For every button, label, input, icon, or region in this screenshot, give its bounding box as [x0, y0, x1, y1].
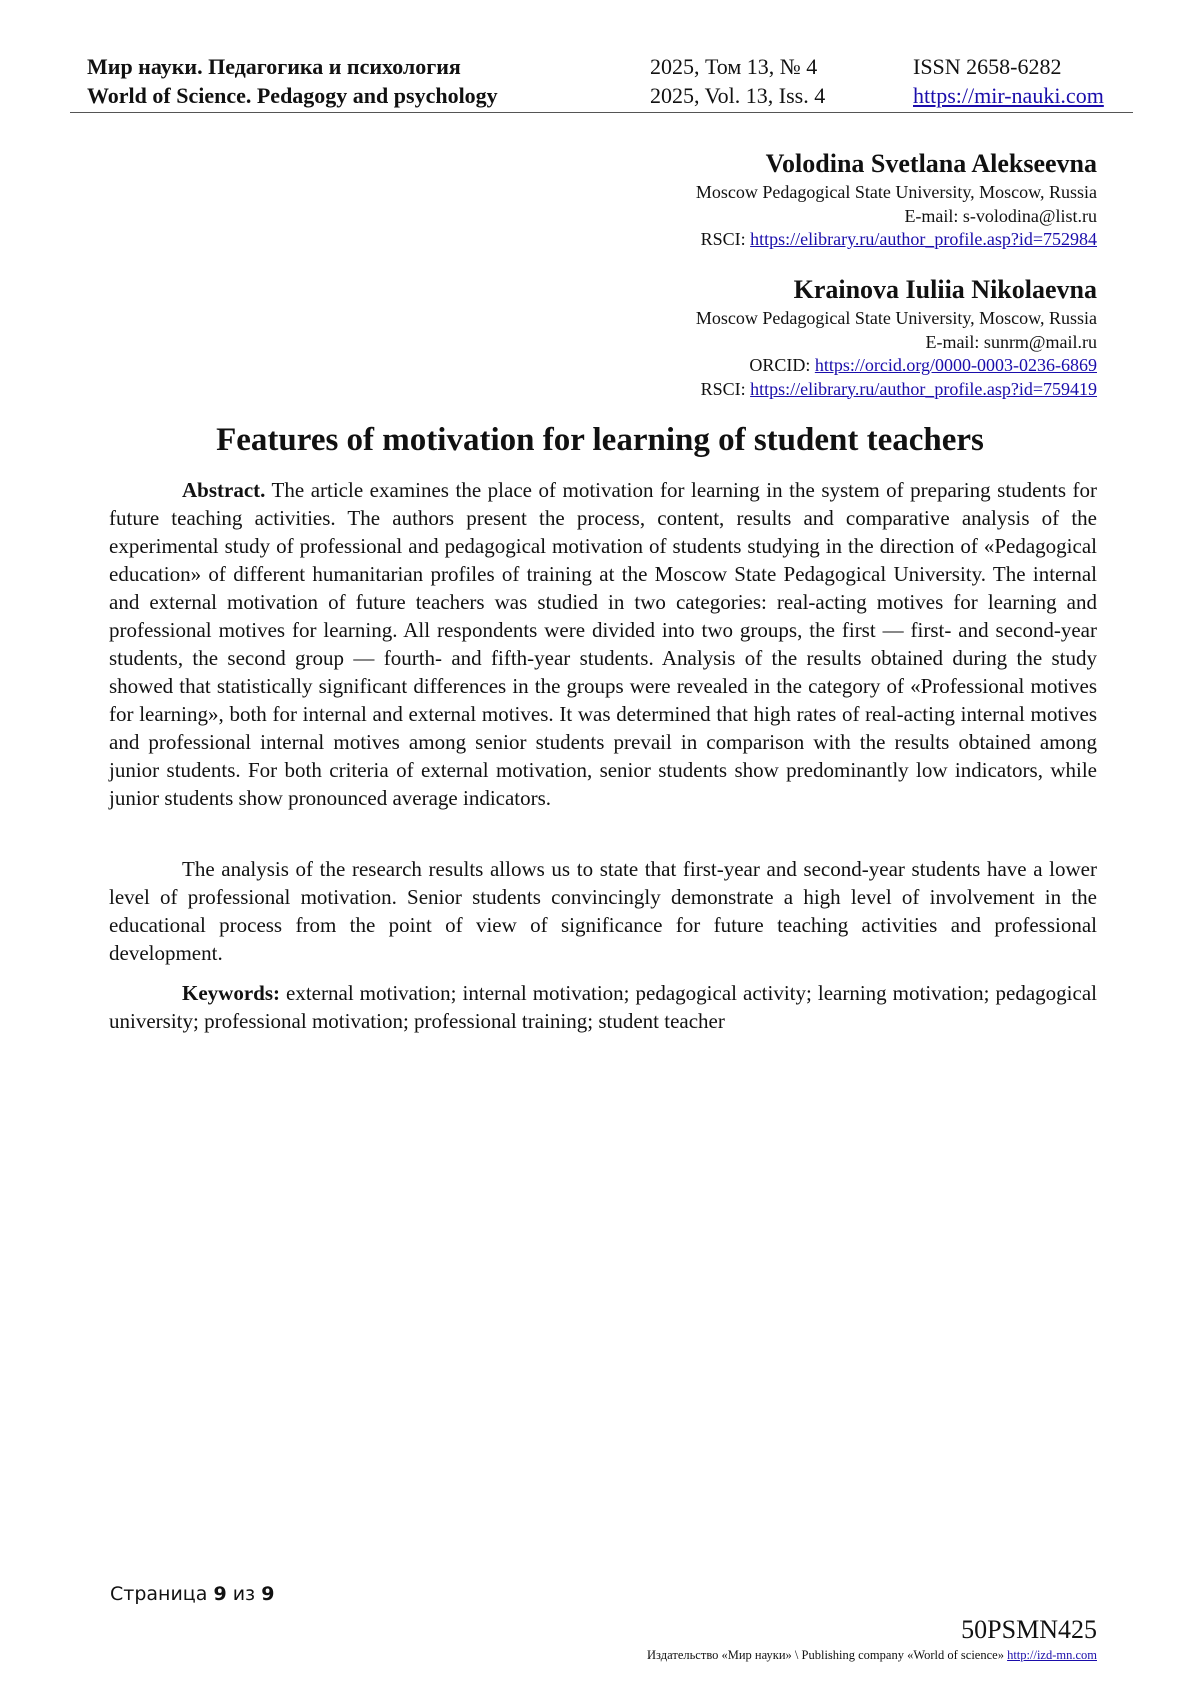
- page-current: 9: [213, 1583, 227, 1605]
- rsci-link[interactable]: https://elibrary.ru/author_profile.asp?id=752984: [750, 229, 1097, 249]
- rsci-label: RSCI:: [700, 378, 751, 399]
- author-2: [696, 273, 1097, 401]
- publisher-text: Издательство «Мир науки» \ Publishing company «World of science»: [647, 1648, 1008, 1662]
- author-rsci: [696, 228, 1097, 252]
- author-name: Volodina Svetlana Alekseevna: [765, 149, 1097, 178]
- journal-name-en: World of Science. Pedagogy and psychology: [87, 83, 498, 108]
- publisher-link[interactable]: http://izd-mn.com: [1007, 1648, 1097, 1662]
- author-name: Krainova Iuliia Nikolaevna: [793, 275, 1097, 304]
- issue-en: 2025, Vol. 13, Iss. 4: [650, 83, 826, 108]
- rsci-label: RSCI:: [700, 229, 751, 249]
- author-email: E-mail: sunrm@mail.ru: [925, 331, 1097, 352]
- page-number: [110, 1583, 274, 1605]
- author-email: E-mail: s-volodina@list.ru: [904, 205, 1097, 226]
- journal-name-block: [87, 52, 498, 110]
- page-prefix: Страница: [110, 1583, 214, 1605]
- author-1: [696, 147, 1097, 252]
- author-rsci: [696, 378, 1097, 402]
- article-code: 50PSMN425: [961, 1615, 1097, 1644]
- journal-header: [87, 52, 1122, 110]
- orcid-label: ORCID:: [749, 355, 815, 375]
- keywords-label: Keywords:: [182, 981, 280, 1005]
- abstract-continued: [109, 855, 1097, 967]
- orcid-link[interactable]: https://orcid.org/0000-0003-0236-6869: [814, 355, 1097, 375]
- article-title: Features of motivation for learning of student teachers: [216, 422, 984, 458]
- journal-name-ru: Мир науки. Педагогика и психология: [87, 54, 461, 79]
- publisher-line: [647, 1648, 1097, 1663]
- author-orcid: [696, 354, 1097, 378]
- abstract-label: Abstract.: [182, 478, 266, 502]
- issn: ISSN 2658-6282: [913, 54, 1062, 79]
- keywords: [109, 979, 1097, 1035]
- abstract-paragraph-2: The analysis of the research results allows us to state that first-year and second-year students have a lower level of professional motivation. Senior students convincingly demonstrate a high level of involvement in the educational process from the point of view of significance for future teaching activities and professional development.: [109, 857, 1097, 965]
- keywords-text: external motivation; internal motivation; pedagogical activity; learning motivation; pedagogical university; professional motivation; professional training; student teacher: [109, 981, 1097, 1033]
- author-affiliation: Moscow Pedagogical State University, Moscow, Russia: [695, 308, 1097, 328]
- page-mid: из: [226, 1583, 262, 1605]
- header-divider: [70, 112, 1133, 113]
- rsci-link[interactable]: https://elibrary.ru/author_profile.asp?id=759419: [750, 378, 1097, 399]
- abstract-text: The article examines the place of motivation for learning in the system of preparing students for future teaching activities. The authors present the process, content, results and comparative analysis of the experimental study of professional and pedagogical motivation of students studying in the direction of «Pedagogical education» of different humanitarian profiles of training at the Moscow State Pedagogical University. The internal and external motivation of future teachers was studied in two categories: real-acting motives for learning and professional motives for learning. All respondents were divided into two groups, the first — first- and second-year students, the second group — fourth- and fifth-year students. Analysis of the results obtained during the study showed that statistically significant differences in the groups were revealed in the category of «Professional motives for learning», both for internal and external motives. It was determined that high rates of real-acting internal motives and professional internal motives among senior students prevail in comparison with the results obtained among junior students. For both criteria of external motivation, senior students show predominantly low indicators, while junior students show pronounced average indicators.: [109, 478, 1097, 810]
- author-affiliation: Moscow Pedagogical State University, Moscow, Russia: [695, 182, 1097, 202]
- issue-ru: 2025, Том 13, № 4: [650, 54, 818, 79]
- journal-site-link[interactable]: https://mir-nauki.com: [913, 83, 1104, 108]
- abstract: [109, 476, 1097, 812]
- keywords-paragraph: [109, 979, 1097, 1035]
- issn-block: [913, 52, 1104, 110]
- issue-block: [650, 52, 825, 110]
- abstract-paragraph: [109, 476, 1097, 812]
- page-total: 9: [261, 1583, 275, 1605]
